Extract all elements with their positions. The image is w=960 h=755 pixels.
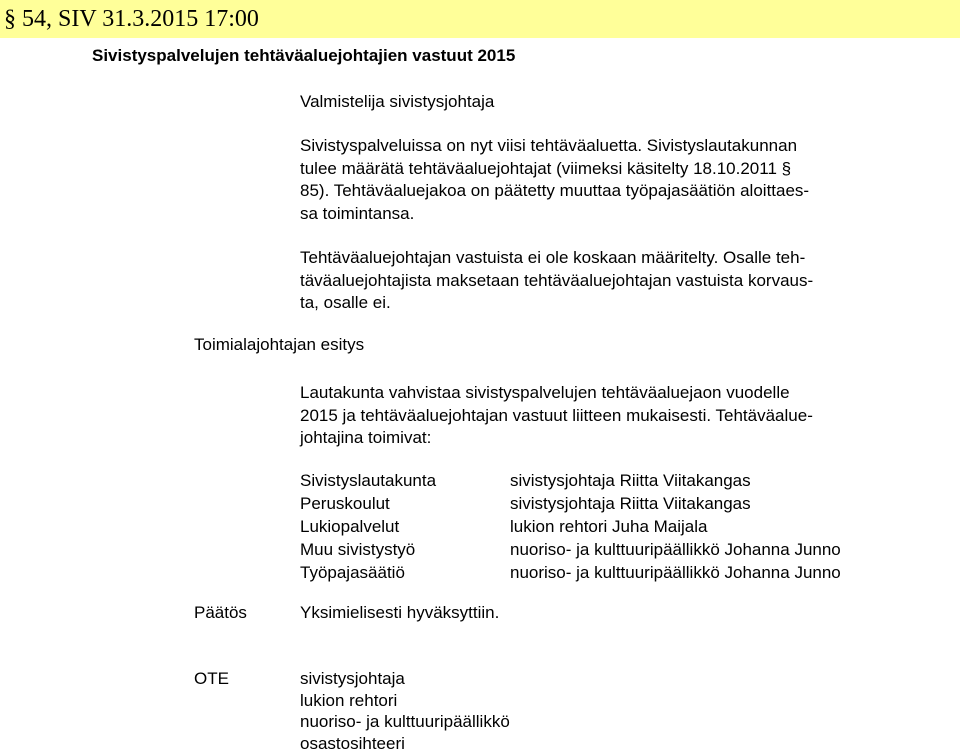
proposal-text [300,382,900,450]
area-name: Työpajasäätiö [300,563,405,582]
recipient: osastosihteeri [300,733,405,753]
section-heading: § 54, SIV 31.3.2015 17:00 [4,6,259,32]
proposal-line: Lautakunta vahvistaa sivistyspalvelujen tehtäväaluejaon vuodelle [300,383,790,402]
area-head: lukion rehtori Juha Maijala [510,517,708,536]
recipient: lukion rehtori [300,690,398,710]
document-title: Sivistyspalvelujen tehtäväaluejohtajien vastuut 2015 [92,46,516,65]
area-name: Sivistyslautakunta [300,471,437,490]
paragraph-line: 85). Tehtäväaluejakoa on päätetty muuttaa työpajasäätiön aloittaes- [300,181,810,200]
proposal-line: 2015 ja tehtäväaluejohtajan vastuut liitteen mukaisesti. Tehtäväalue- [300,405,813,425]
proposal-label: Toimialajohtajan esitys [194,335,365,354]
responsibility-paragraph [300,247,890,315]
background-paragraph [300,135,880,225]
paragraph-line: tulee määrätä tehtäväaluejohtajat (viimeksi käsitelty 18.10.2011 § [300,158,792,178]
area-head: sivistysjohtaja Riitta Viitakangas [510,471,751,490]
extract-recipients [300,668,510,754]
responsibility-areas [300,469,436,584]
area-head: nuoriso- ja kulttuuripäällikkö Johanna Junno [510,563,841,582]
recipient: nuoriso- ja kulttuuripäällikkö [300,712,510,731]
paragraph-line: Tehtäväaluejohtajan vastuista ei ole koskaan määritelty. Osalle teh- [300,248,806,267]
area-head: nuoriso- ja kulttuuripäällikkö Johanna Junno [510,540,841,559]
paragraph-line: sa toimintansa. [300,203,415,223]
paragraph-line: täväaluejohtajista maksetaan tehtäväaluejohtajan vastuista korvaus- [300,270,814,290]
area-name: Peruskoulut [300,494,390,513]
extract-label: OTE [194,669,229,688]
area-head: sivistysjohtaja Riitta Viitakangas [510,494,751,513]
recipient: sivistysjohtaja [300,669,405,688]
responsibility-heads [510,469,841,584]
proposal-line: johtajina toimivat: [300,428,432,447]
decision-text: Yksimielisesti hyväksyttiin. [300,603,500,622]
paragraph-line: Sivistyspalveluissa on nyt viisi tehtäväaluetta. Sivistyslautakunnan [300,136,798,155]
decision-label: Päätös [194,603,247,622]
area-name: Muu sivistystyö [300,540,416,559]
preparer: Valmistelija sivistysjohtaja [300,92,495,111]
paragraph-line: ta, osalle ei. [300,293,391,312]
area-name: Lukiopalvelut [300,517,400,536]
